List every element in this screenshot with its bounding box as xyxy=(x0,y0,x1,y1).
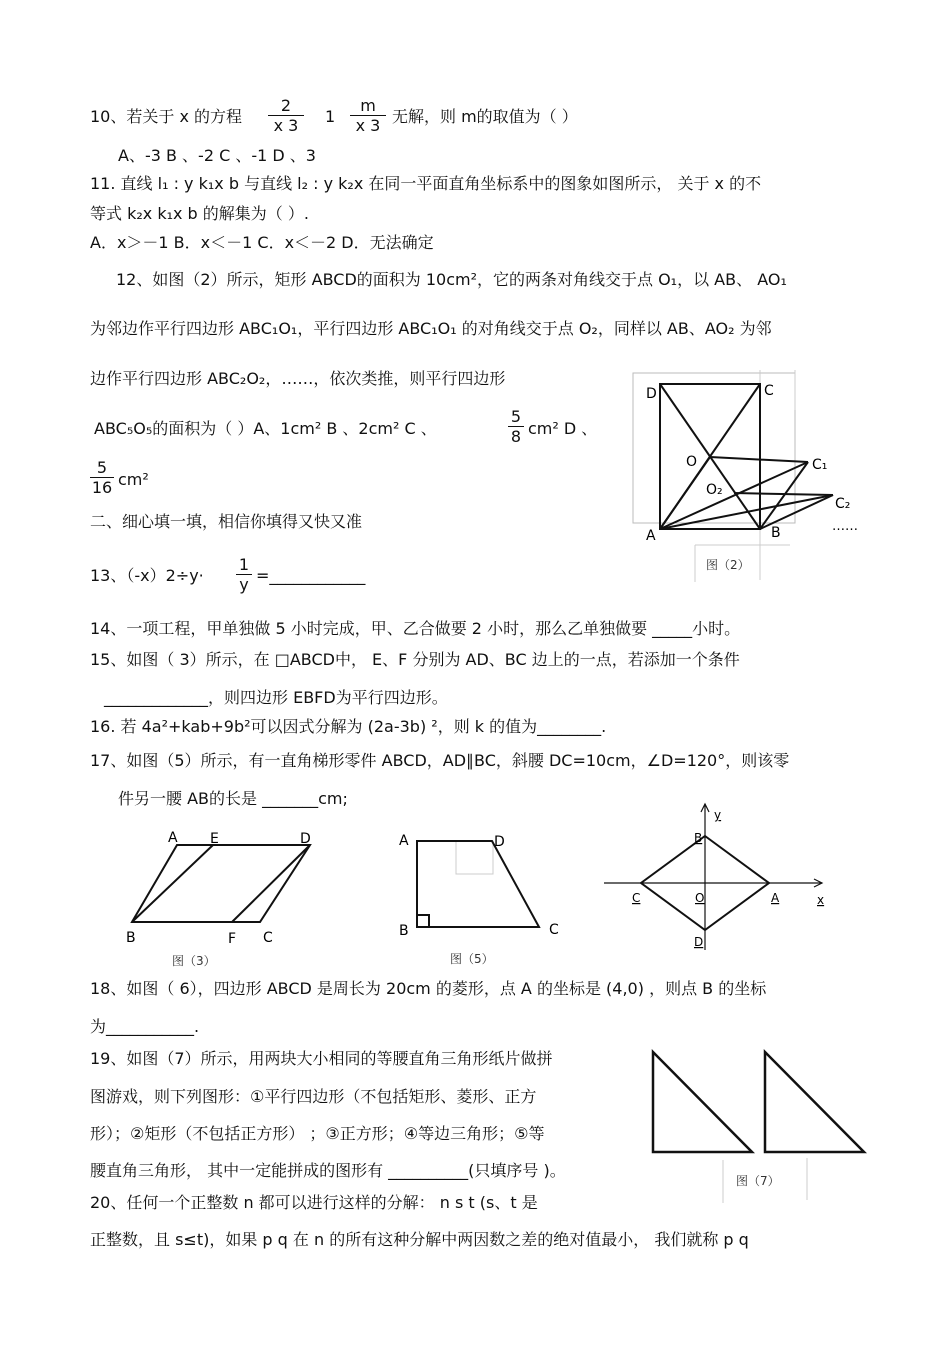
fig7-caption: 图（7） xyxy=(736,1174,780,1188)
q10-mid: 1 xyxy=(325,107,336,126)
q19-line3: 形）；②矩形（不包括正方形） ；③正方形；④等边三角形；⑤等 xyxy=(90,1124,545,1143)
q14: 14、一项工程，甲单独做 5 小时完成，甲、乙合做要 2 小时，那么乙单独做要 _____小时。 xyxy=(90,619,741,638)
q13-fraction: $\frac{1}{y}$ xyxy=(236,555,252,594)
fig2-label-a: A xyxy=(646,528,656,544)
q12-line3: 边作平行四边形 ABC₂O₂，……，依次类推，则平行四边形 xyxy=(90,369,506,388)
fig3-label-a: A xyxy=(168,830,178,846)
fig2-label-c1: C₁ xyxy=(812,457,828,473)
fig2-label-d: D xyxy=(646,386,657,402)
fig2-label-c2: C₂ xyxy=(835,496,851,512)
fig3-label-d: D xyxy=(300,831,311,847)
fig6-label-o: O xyxy=(695,891,705,905)
q18-line2: 为___________. xyxy=(90,1017,200,1036)
q11-line2: 等式 k₂x k₁x b 的解集为（ ）. xyxy=(90,204,309,223)
fig2-label-c: C xyxy=(764,383,774,399)
fig3-label-b: B xyxy=(126,930,136,946)
q17-line1: 17、如图（5）所示，有一直角梯形零件 ABCD，AD∥BC，斜腰 DC=10cm，∠D=120°，则该零 xyxy=(90,751,790,770)
fig6-label-a: A xyxy=(771,891,780,905)
fig6-label-x: x xyxy=(817,893,825,907)
q12-line4b: cm² D 、 xyxy=(528,419,598,438)
q12-fraction-c: $\frac{5}{8}$ xyxy=(508,407,524,446)
figure-7 xyxy=(640,1040,880,1205)
q12-fraction-d: $\frac{5}{16}$ xyxy=(91,458,113,497)
fig6-label-b: B xyxy=(694,831,703,845)
fig2-label-b: B xyxy=(771,525,781,541)
fig2-label-o1: O xyxy=(686,454,698,470)
fig3-label-e: E xyxy=(210,831,219,847)
fig5-label-d: D xyxy=(494,834,505,850)
q12-line1: 12、如图（2）所示，矩形 ABCD的面积为 10cm²，它的两条对角线交于点 O₁，以 AB、 AO₁ xyxy=(116,270,787,289)
q10-options: A、-3 B 、-2 C 、-1 D 、3 xyxy=(118,146,316,165)
q12-line2: 为邻边作平行四边形 ABC₁O₁，平行四边形 ABC₁O₁ 的对角线交于点 O₂，同样以 AB、AO₂ 为邻 xyxy=(90,319,772,338)
q19-line4: 腰直角三角形， 其中一定能拼成的图形有 __________(只填序号 )。 xyxy=(90,1161,566,1180)
q11-line1: 11. 直线 l₁ : y k₁x b 与直线 l₂ : y k₂x 在同一平面直角坐标系中的图象如图所示， 关于 x 的不 xyxy=(90,174,762,193)
q12-line5: cm² xyxy=(118,470,149,489)
fig6-label-c: C xyxy=(632,891,641,905)
figure-3 xyxy=(120,825,320,975)
q10-suffix: 无解，则 m的取值为（ ） xyxy=(392,107,578,126)
figure-6 xyxy=(600,800,840,960)
q11-options: A．x＞－1 B．x＜－1 C．x＜－2 D．无法确定 xyxy=(90,233,434,252)
fig6-label-y: y xyxy=(714,808,722,822)
figure-5 xyxy=(390,825,580,975)
section-2-heading: 二、细心填一填，相信你填得又快又准 xyxy=(90,512,363,531)
fig5-caption: 图（5） xyxy=(450,952,494,966)
fig3-label-c: C xyxy=(263,930,273,946)
fig5-label-a: A xyxy=(399,833,409,849)
q18-line1: 18、如图（ 6），四边形 ABCD 是周长为 20cm 的菱形，点 A 的坐标是 (4,0) ，则点 B 的坐标 xyxy=(90,979,767,998)
fig2-label-o2: O₂ xyxy=(706,482,723,498)
q15-line2: _____________，则四边形 EBFD为平行四边形。 xyxy=(104,688,448,707)
q10-fraction-1: $\frac{2}{x 3}$ xyxy=(268,96,304,135)
q16: 16. 若 4a²+kab+9b²可以因式分解为 (2a-3b) ²，则 k 的值为________. xyxy=(90,717,607,736)
q12-line4: ABC₅O₅的面积为（ ）A、1cm² B 、2cm² C 、 xyxy=(94,419,437,438)
fig3-caption: 图（3） xyxy=(172,954,216,968)
fig2-label-ellipsis: …… xyxy=(832,519,858,534)
fig5-label-b: B xyxy=(399,923,409,939)
q10-prefix: 10、若关于 x 的方程 xyxy=(90,107,243,126)
q13-tail: =____________ xyxy=(256,566,366,585)
q17-line2: 件另一腰 AB的长是 _______cm; xyxy=(118,789,348,808)
fig3-label-f: F xyxy=(228,931,237,947)
fig6-label-d: D xyxy=(694,935,704,949)
fig2-caption: 图（2） xyxy=(706,558,750,572)
q20-line2: 正整数，且 s≤t)，如果 p q 在 n 的所有这种分解中两因数之差的绝对值最小， 我们就称 p q xyxy=(90,1230,749,1249)
figure-2 xyxy=(630,370,870,585)
q13-text: 13、（-x）2÷y· xyxy=(90,566,204,585)
q19-line1: 19、如图（7）所示，用两块大小相同的等腰直角三角形纸片做拼 xyxy=(90,1049,553,1068)
q19-line2: 图游戏，则下列图形：①平行四边形（不包括矩形、菱形、正方 xyxy=(90,1087,537,1106)
q10-fraction-2: $\frac{m}{x 3}$ xyxy=(350,96,386,135)
q15-line1: 15、如图（ 3）所示，在 □ABCD中， E、F 分别为 AD、BC 边上的一点，若添加一个条件 xyxy=(90,650,740,669)
q20-line1: 20、任何一个正整数 n 都可以进行这样的分解： n s t (s、t 是 xyxy=(90,1193,538,1212)
fig5-label-c: C xyxy=(549,922,559,938)
